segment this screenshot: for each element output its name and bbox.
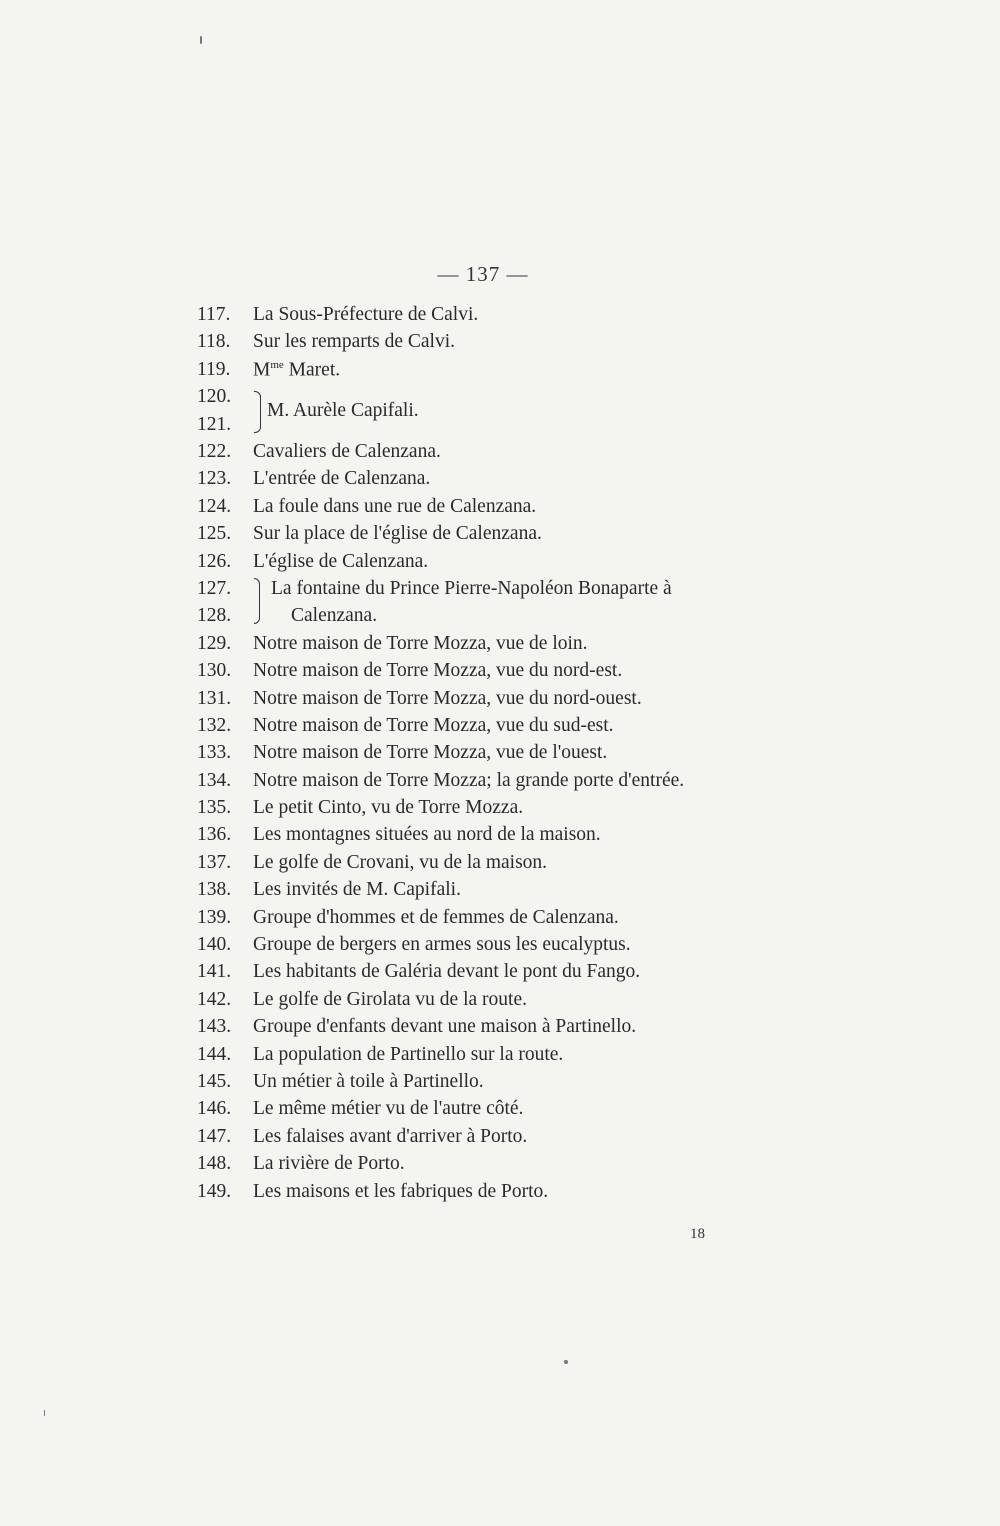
entry-number: 140. [197, 934, 232, 956]
paper-speck [200, 36, 202, 44]
entry-number: 138. [197, 879, 232, 901]
list-item [197, 1098, 797, 1125]
list-item [197, 633, 797, 660]
entry-number: 136. [197, 824, 232, 846]
list-item [197, 496, 797, 523]
paired-entry [197, 386, 797, 441]
entry-number: 120. [197, 386, 232, 408]
entry-number: 139. [197, 906, 232, 928]
brace-icon [254, 578, 260, 624]
entry-text: Groupe de bergers en armes sous les eucalyptus. [253, 934, 631, 956]
list-item [197, 331, 797, 358]
entry-number: 119. [197, 359, 231, 381]
entry-text: Groupe d'hommes et de femmes de Calenzana. [253, 906, 619, 928]
entry-text: Le petit Cinto, vu de Torre Mozza. [253, 797, 524, 819]
entry-number: 118. [197, 331, 231, 353]
entry-number: 126. [197, 550, 232, 572]
list-item [197, 961, 797, 988]
entry-text: Notre maison de Torre Mozza, vue du sud-est. [253, 714, 614, 736]
list-item [197, 441, 797, 468]
entry-number: 123. [197, 468, 232, 490]
entry-text: Sur les remparts de Calvi. [253, 331, 455, 353]
list-item [197, 304, 797, 331]
entry-number: 134. [197, 769, 232, 791]
entry-text: Notre maison de Torre Mozza; la grande porte d'entrée. [253, 769, 685, 791]
entry-text: Les habitants de Galéria devant le pont du Fango. [253, 961, 641, 983]
entry-text: Un métier à toile à Partinello. [253, 1070, 484, 1092]
entry-text [253, 359, 340, 382]
entry-number: 130. [197, 660, 232, 682]
plate-list [197, 304, 797, 1208]
entry-text-continued: Calenzana. [291, 605, 378, 627]
entries-group-b [197, 441, 797, 578]
entry-text: Notre maison de Torre Mozza, vue du nord-est. [253, 660, 623, 682]
list-item [197, 852, 797, 879]
entry-text: Cavaliers de Calenzana. [253, 440, 441, 462]
entry-number: 121. [197, 413, 232, 435]
entry-text: Le golfe de Crovani, vu de la maison. [253, 851, 548, 873]
entry-number: 127. [197, 577, 232, 599]
list-item [197, 770, 797, 797]
list-item [197, 551, 797, 578]
entry-number: 146. [197, 1098, 232, 1120]
list-item [197, 1016, 797, 1043]
list-item [197, 1044, 797, 1071]
entry-number: 125. [197, 523, 232, 545]
list-item [197, 715, 797, 742]
entry-text: Les falaises avant d'arriver à Porto. [253, 1125, 528, 1147]
entry-number: 137. [197, 851, 232, 873]
entry-text: L'entrée de Calenzana. [253, 468, 431, 490]
paired-entry [197, 578, 797, 633]
entry-text: Le golfe de Girolata vu de la route. [253, 988, 527, 1010]
entry-text: Les maisons et les fabriques de Porto. [253, 1180, 549, 1202]
entry-number: 132. [197, 714, 232, 736]
page-number: — 137 — [437, 262, 529, 286]
entry-number: 135. [197, 797, 232, 819]
entry-title-superscript: me [270, 358, 284, 371]
entry-text: Notre maison de Torre Mozza, vue de l'ouest. [253, 742, 608, 764]
entry-text: La rivière de Porto. [253, 1153, 405, 1175]
entry-text: Notre maison de Torre Mozza, vue de loin. [253, 632, 588, 654]
entry-text: M. Aurèle Capifali. [267, 400, 419, 422]
list-item [197, 742, 797, 769]
entry-number: 122. [197, 440, 232, 462]
entry-number: 133. [197, 742, 232, 764]
list-item [197, 688, 797, 715]
list-item [197, 907, 797, 934]
list-item [197, 359, 797, 386]
entry-text: La population de Partinello sur la route. [253, 1043, 564, 1065]
entry-number: 142. [197, 988, 232, 1010]
entry-number: 145. [197, 1070, 232, 1092]
entry-number: 117. [197, 304, 231, 325]
list-item [197, 797, 797, 824]
entry-text: La Sous-Préfecture de Calvi. [253, 304, 479, 325]
entry-text: La foule dans une rue de Calenzana. [253, 495, 537, 517]
list-item [197, 934, 797, 961]
list-item [197, 660, 797, 687]
entry-number: 131. [197, 687, 232, 709]
entry-text: Les montagnes situées au nord de la maison. [253, 824, 601, 846]
entry-number: 147. [197, 1125, 232, 1147]
list-item [197, 1126, 797, 1153]
entry-number: 124. [197, 495, 232, 517]
entry-text: Groupe d'enfants devant une maison à Partinello. [253, 1016, 637, 1038]
entries-group-c [197, 633, 797, 1208]
list-item [197, 989, 797, 1016]
entries-group-a [197, 304, 797, 359]
entry-number: 148. [197, 1153, 232, 1175]
list-item [197, 1181, 797, 1208]
list-item [197, 879, 797, 906]
entry-number: 129. [197, 632, 232, 654]
list-item [197, 468, 797, 495]
list-item [197, 1071, 797, 1098]
entry-text: Notre maison de Torre Mozza, vue du nord-ouest. [253, 687, 642, 709]
entry-text: L'église de Calenzana. [253, 550, 429, 572]
entry-number: 144. [197, 1043, 232, 1065]
list-item [197, 523, 797, 550]
brace-icon [254, 391, 261, 433]
entry-number: 141. [197, 961, 232, 983]
entry-number: 143. [197, 1016, 232, 1038]
entry-text: La fontaine du Prince Pierre-Napoléon Bonaparte à [271, 577, 672, 599]
entry-title-prefix: M [253, 359, 271, 381]
list-item [197, 824, 797, 851]
entry-text: Les invités de M. Capifali. [253, 879, 461, 901]
entry-title-rest: Maret. [283, 359, 341, 381]
entry-number: 149. [197, 1180, 232, 1202]
paper-speck [44, 1410, 45, 1416]
list-item [197, 1153, 797, 1180]
paper-speck [564, 1360, 568, 1364]
entry-number: 128. [197, 605, 232, 627]
signature-mark: 18 [690, 1226, 705, 1242]
entry-text: Le même métier vu de l'autre côté. [253, 1098, 524, 1120]
entry-text: Sur la place de l'église de Calenzana. [253, 523, 542, 545]
